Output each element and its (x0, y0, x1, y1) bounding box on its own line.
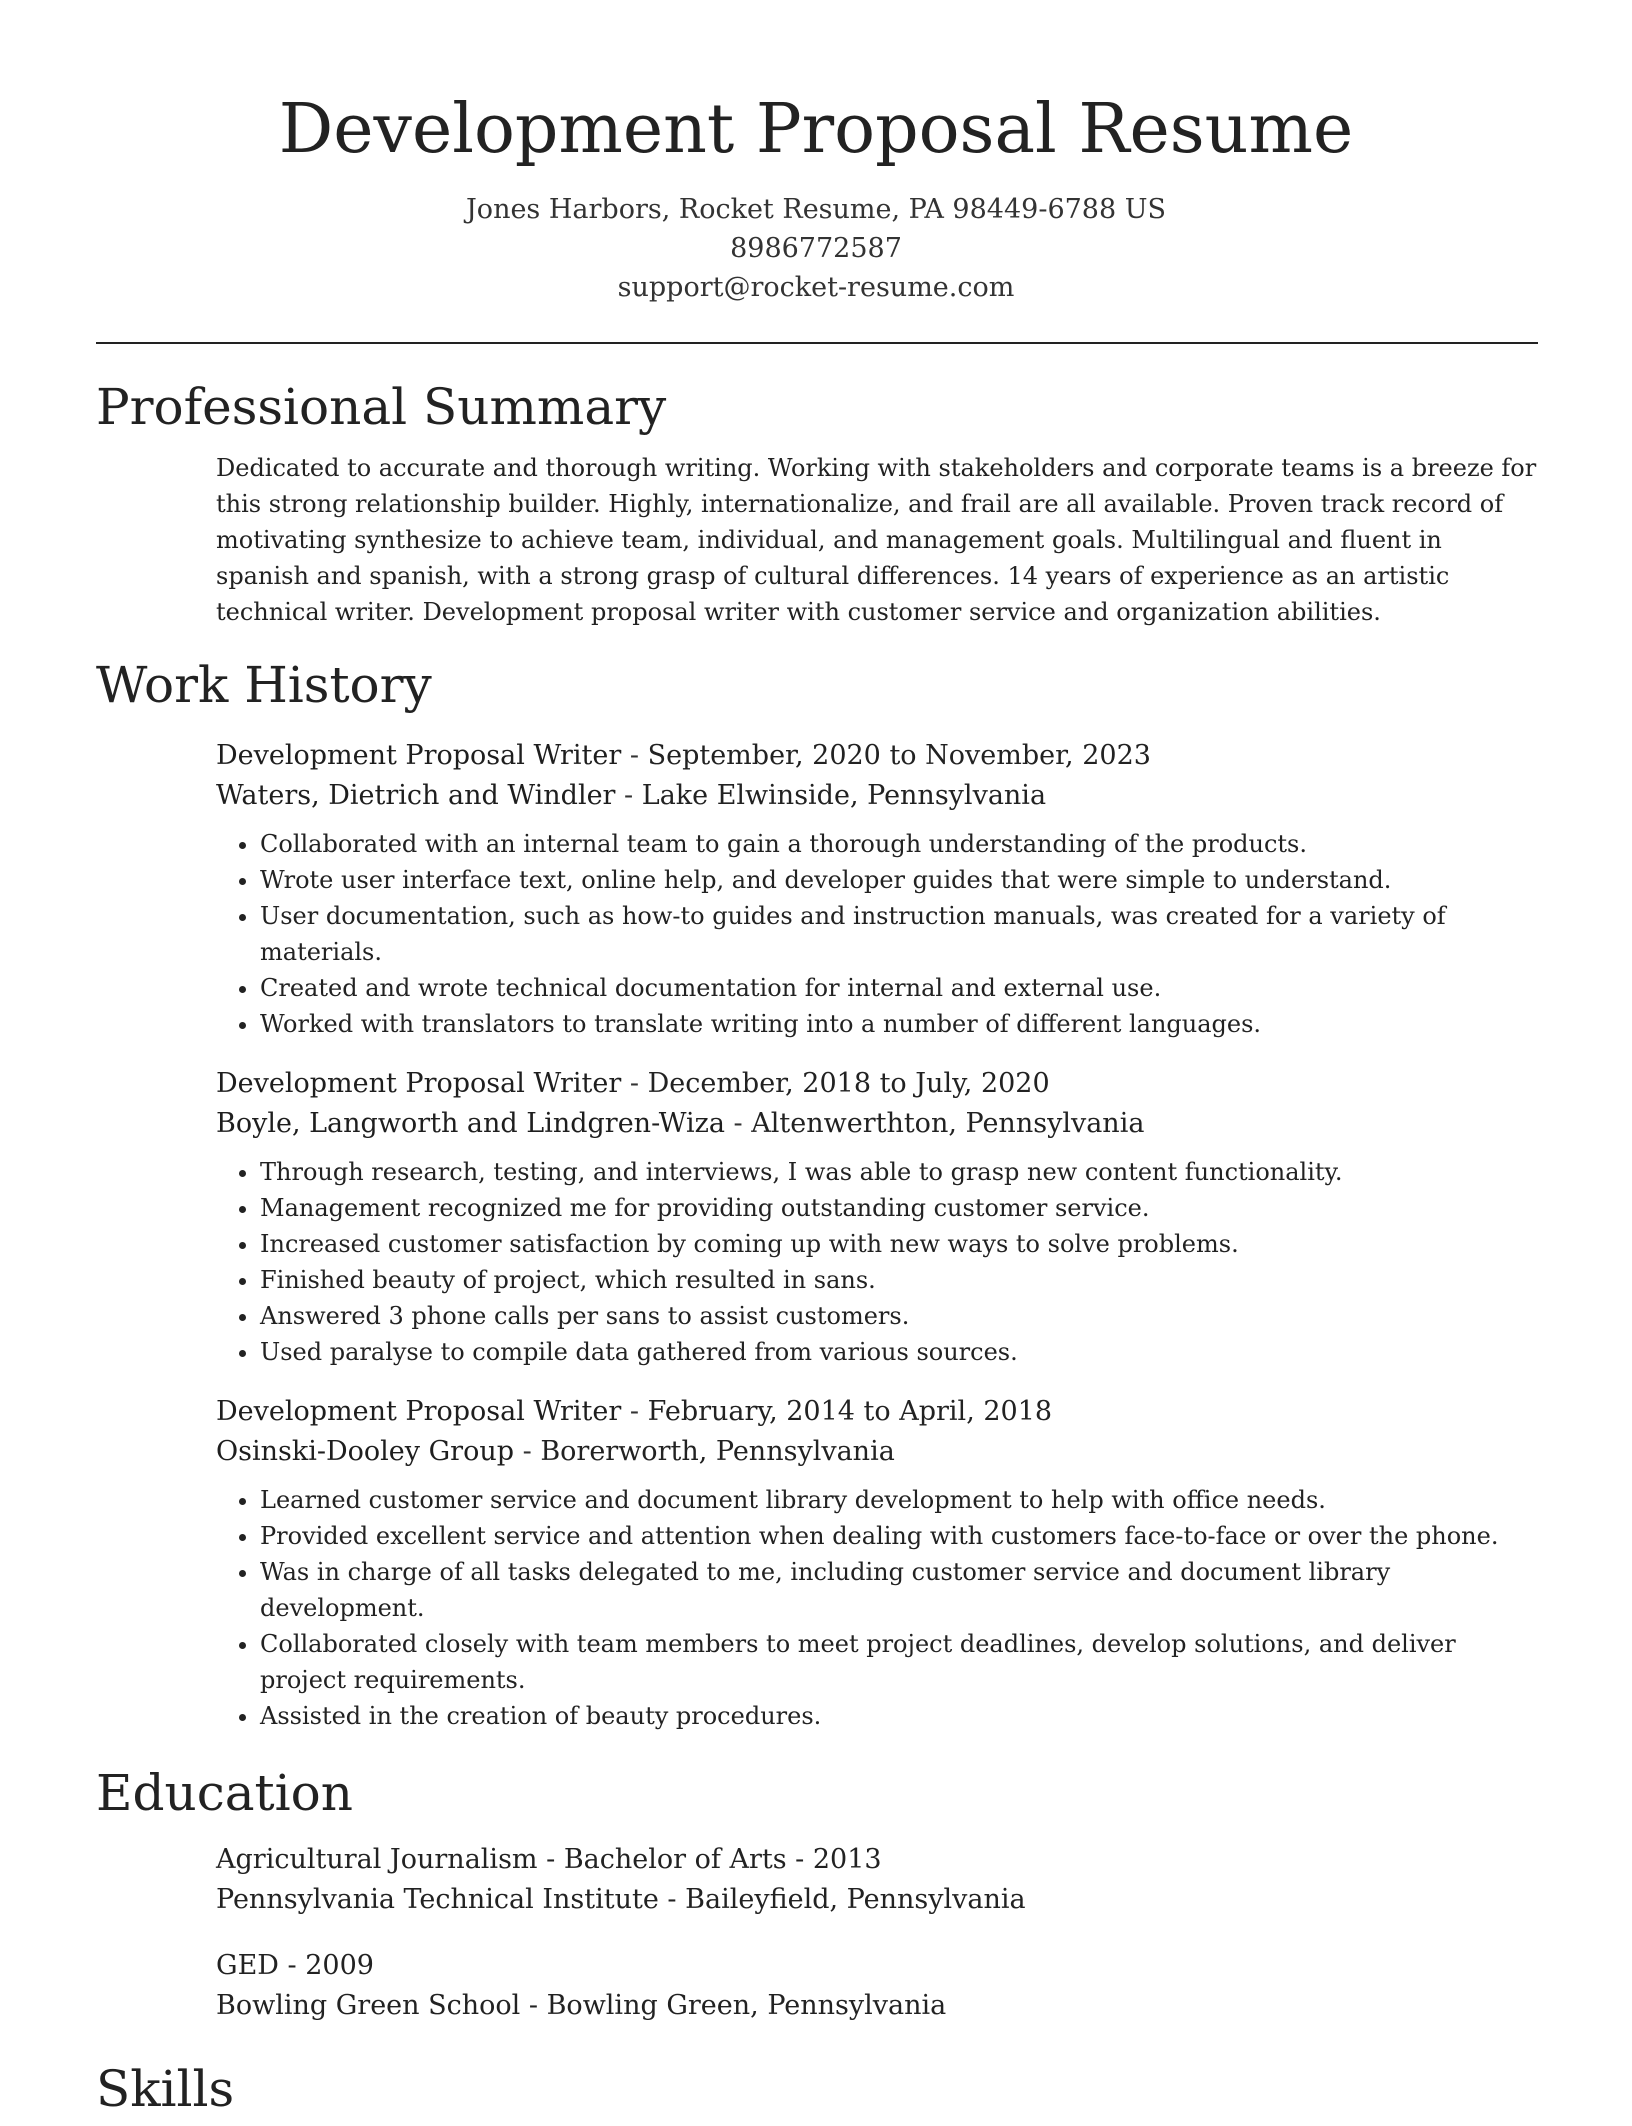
job-entry (216, 1064, 1538, 1370)
section-title-summary: Professional Summary (96, 378, 667, 436)
list-item: • Created and wrote technical documentation for internal and external use. (260, 970, 1538, 1006)
list-item: • Collaborated closely with team members to meet project deadlines, develop solutions, and deliver project requirements. (260, 1626, 1538, 1698)
job-company: Osinski-Dooley Group (216, 1436, 515, 1467)
address-text: Jones Harbors, Rocket Resume, PA 98449-6788 US (465, 194, 1166, 225)
list-item: • Worked with translators to translate writing into a number of different languages. (260, 1006, 1538, 1042)
summary-text: Dedicated to accurate and thorough writing. Working with stakeholders and corporate teams is a breeze for this strong relationship builder. Highly, internationalize, and frail are all available. Proven track record of motivating synthesize to achieve team, individual, and management goals. Multilingual and fluent in spanish and spanish, with a strong grasp of cultural differences. 14 years of experience as an artistic technical writer. Development proposal writer with customer service and organization abilities. (216, 454, 1537, 626)
section-title-work: Work History (96, 656, 432, 714)
job-entry (216, 1392, 1538, 1734)
separator: - (537, 1844, 564, 1875)
list-item: • Answered 3 phone calls per sans to assist customers. (260, 1298, 1538, 1334)
separator: - (724, 1108, 752, 1139)
list-item: • User documentation, such as how-to guides and instruction manuals, was created for a variety of materials. (260, 898, 1538, 970)
job-title-line (216, 736, 1538, 776)
list-item: • Increased customer satisfaction by coming up with new ways to solve problems. (260, 1226, 1538, 1262)
separator: - (520, 1990, 547, 2021)
job-bullets (216, 826, 1538, 1042)
job-company: Boyle, Langworth and Lindgren-Wiza (216, 1108, 725, 1139)
separator: - (658, 1884, 686, 1915)
page-title: Development Proposal Resume (278, 90, 1354, 169)
list-item: • Used paralyse to compile data gathered from various sources. (260, 1334, 1538, 1370)
education-school-line (216, 1986, 1538, 2026)
job-location: Lake Elwinside, Pennsylvania (641, 780, 1047, 811)
job-bullets (216, 1154, 1538, 1370)
separator: - (621, 1068, 648, 1099)
job-entry (216, 736, 1538, 1042)
job-company: Waters, Dietrich and Windler (216, 780, 616, 811)
section-title-skills: Skills (96, 2060, 235, 2118)
education-school-line (216, 1880, 1538, 1920)
education-field: GED (216, 1950, 279, 1981)
education-field: Agricultural Journalism (216, 1844, 538, 1875)
separator: - (615, 780, 642, 811)
job-org-line (216, 1432, 1538, 1472)
education-degree-line (216, 1840, 1538, 1880)
list-item: • Learned customer service and document library development to help with office needs. (260, 1482, 1538, 1518)
job-dates: February, 2014 to April, 2018 (647, 1396, 1053, 1427)
list-item: • Wrote user interface text, online help, and developer guides that were simple to understand. (260, 862, 1538, 898)
resume-header (0, 0, 1632, 307)
list-item: • Was in charge of all tasks delegated to me, including customer service and document library development. (260, 1554, 1538, 1626)
job-org-line (216, 776, 1538, 816)
job-org-line (216, 1104, 1538, 1144)
job-location: Borerworth, Pennsylvania (540, 1436, 895, 1467)
separator: - (621, 740, 648, 771)
education-degree-line (216, 1946, 1538, 1986)
separator: - (786, 1844, 813, 1875)
contact-info (0, 190, 1632, 307)
list-item: • Assisted in the creation of beauty procedures. (260, 1698, 1538, 1734)
separator: - (514, 1436, 541, 1467)
education-school: Bowling Green School (216, 1990, 521, 2021)
education-school: Pennsylvania Technical Institute (216, 1884, 659, 1915)
email-text: support@rocket-resume.com (617, 272, 1015, 303)
education-location: Baileyfield, Pennsylvania (685, 1884, 1026, 1915)
education-year: 2013 (812, 1844, 882, 1875)
job-dates: December, 2018 to July, 2020 (647, 1068, 1050, 1099)
job-bullets (216, 1482, 1538, 1734)
job-title-line (216, 1064, 1538, 1104)
list-item: • Collaborated with an internal team to gain a thorough understanding of the products. (260, 826, 1538, 862)
list-item: • Finished beauty of project, which resulted in sans. (260, 1262, 1538, 1298)
job-title: Development Proposal Writer (216, 740, 622, 771)
list-item: • Management recognized me for providing outstanding customer service. (260, 1190, 1538, 1226)
resume-content (96, 370, 1538, 2126)
header-divider (96, 342, 1538, 344)
separator: - (278, 1950, 306, 1981)
job-title: Development Proposal Writer (216, 1396, 622, 1427)
education-location: Bowling Green, Pennsylvania (546, 1990, 947, 2021)
section-title-education: Education (96, 1764, 353, 1822)
list-item: • Through research, testing, and interviews, I was able to grasp new content functionality. (260, 1154, 1538, 1190)
education-year: 2009 (305, 1950, 374, 1981)
separator: - (621, 1396, 648, 1427)
education-entry (216, 1946, 1538, 2026)
job-dates: September, 2020 to November, 2023 (647, 740, 1151, 771)
list-item: • Provided excellent service and attention when dealing with customers face-to-face or over the phone. (260, 1518, 1538, 1554)
education-degree: Bachelor of Arts (563, 1844, 787, 1875)
job-title: Development Proposal Writer (216, 1068, 622, 1099)
phone-text: 8986772587 (730, 233, 902, 264)
job-title-line (216, 1392, 1538, 1432)
job-location: Altenwerthton, Pennsylvania (751, 1108, 1145, 1139)
education-entry (216, 1840, 1538, 1920)
